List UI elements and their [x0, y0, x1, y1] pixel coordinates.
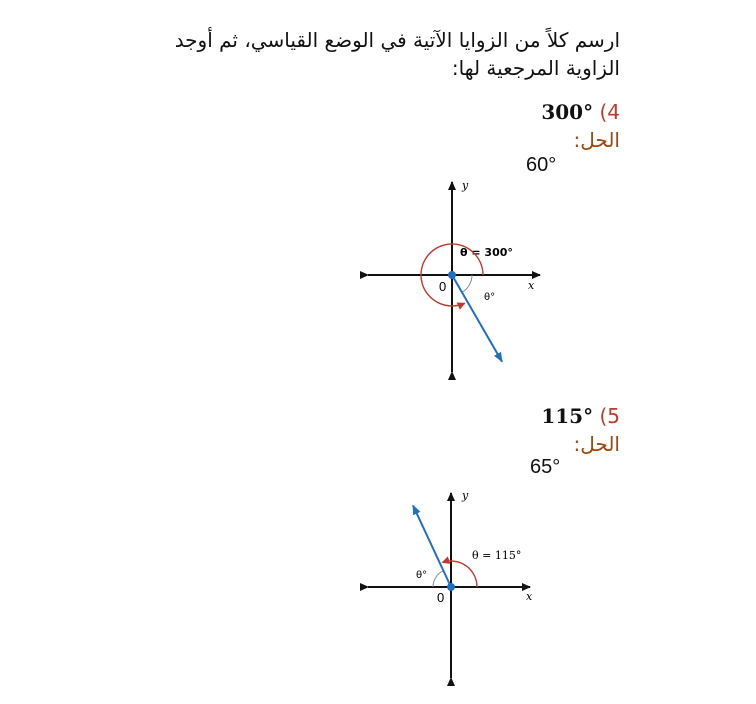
problem-5-reference-answer: 65°: [530, 456, 561, 478]
reference-angle-label: θ°: [484, 292, 496, 303]
terminal-ray: [452, 275, 502, 362]
problem-4-angle: 300°: [541, 100, 594, 124]
origin-point: [448, 271, 456, 279]
graph-300: [368, 179, 540, 372]
instruction-text: ارسم كلاً من الزوايا الآتية في الوضع القياسي، ثم أوجد الزاوية المرجعية لها:: [174, 28, 620, 80]
graph-115: [368, 489, 533, 678]
problem-5-angle: 115°: [541, 404, 594, 428]
theta-label: θ = 300°: [460, 246, 513, 259]
x-axis-label: x: [526, 590, 533, 603]
problem-4-number: 4): [599, 100, 620, 124]
theta-arc: [443, 561, 478, 587]
reference-arc: [462, 275, 472, 292]
problem-5-number: 5): [599, 404, 620, 428]
theta-label: θ = 115°: [472, 549, 522, 562]
reference-arc: [433, 571, 443, 587]
y-axis-label: y: [462, 489, 469, 502]
origin-label: 0: [439, 279, 447, 294]
x-axis-label: x: [528, 279, 535, 292]
y-axis-label: y: [462, 179, 469, 192]
origin-label: 0: [437, 590, 445, 605]
problem-4-solution-label: الحل:: [573, 128, 620, 152]
problem-4-reference-answer: 60°: [526, 154, 557, 176]
origin-point: [447, 583, 455, 591]
problem-5-solution-label: الحل:: [573, 432, 620, 456]
reference-angle-label: θ°: [416, 570, 428, 581]
